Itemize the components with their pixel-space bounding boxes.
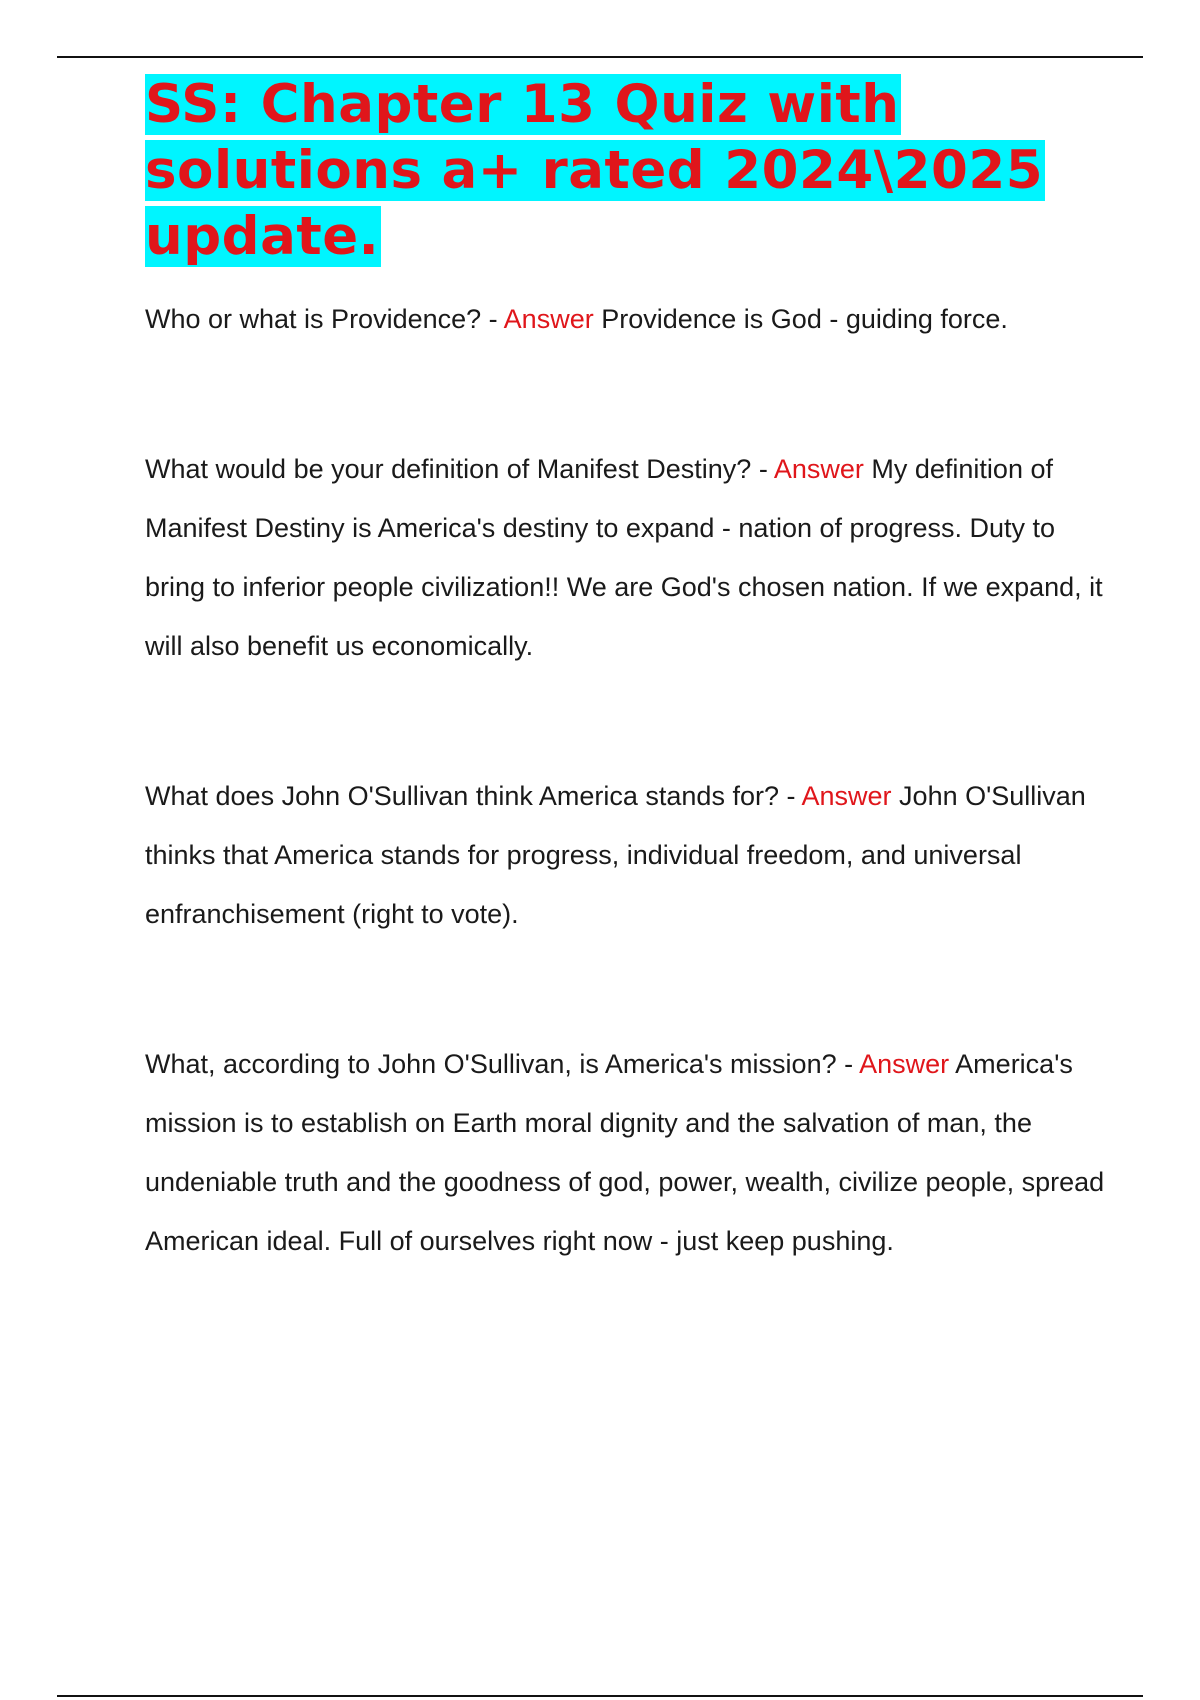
answer-label: Answer	[773, 454, 864, 484]
qa-list	[145, 290, 1105, 1271]
answer-text: John O'Sullivan thinks that America stands for progress, individual freedom, and universal enfranchisement (right to vote).	[145, 781, 1086, 929]
document-title	[145, 72, 1105, 270]
qa-item-4	[145, 1035, 1105, 1271]
bottom-rule	[57, 1695, 1143, 1697]
qa-item-2	[145, 440, 1105, 676]
qa-item-3	[145, 767, 1105, 944]
answer-text: Providence is God - guiding force.	[601, 304, 1008, 334]
separator: -	[836, 1049, 860, 1079]
document-page	[145, 72, 1105, 1271]
separator: -	[481, 304, 504, 334]
answer-label: Answer	[801, 781, 892, 811]
question-text: What does John O'Sullivan think America stands for?	[145, 781, 779, 811]
title-highlight: SS: Chapter 13 Quiz with solutions a+ rated 2024\2025 update.	[145, 74, 1044, 267]
answer-text: America's mission is to establish on Earth moral dignity and the salvation of man, the undeniable truth and the goodness of god, power, wealth, civilize people, spread American ideal. Full of ourselves right now - just keep pushing.	[145, 1049, 1105, 1256]
question-text: What, according to John O'Sullivan, is America's mission?	[145, 1049, 837, 1079]
answer-label: Answer	[503, 304, 594, 334]
question-text: Who or what is Providence?	[145, 304, 482, 334]
qa-item-1	[145, 290, 1105, 349]
top-rule	[57, 56, 1143, 58]
separator: -	[778, 781, 802, 811]
separator: -	[751, 454, 774, 484]
question-text: What would be your definition of Manifest Destiny?	[145, 454, 752, 484]
answer-text: My definition of Manifest Destiny is America's destiny to expand - nation of progress. Duty to bring to inferior people civilization!! We are God's chosen nation. If we expand, it will also benefit us economically.	[145, 454, 1103, 661]
answer-label: Answer	[859, 1049, 950, 1079]
